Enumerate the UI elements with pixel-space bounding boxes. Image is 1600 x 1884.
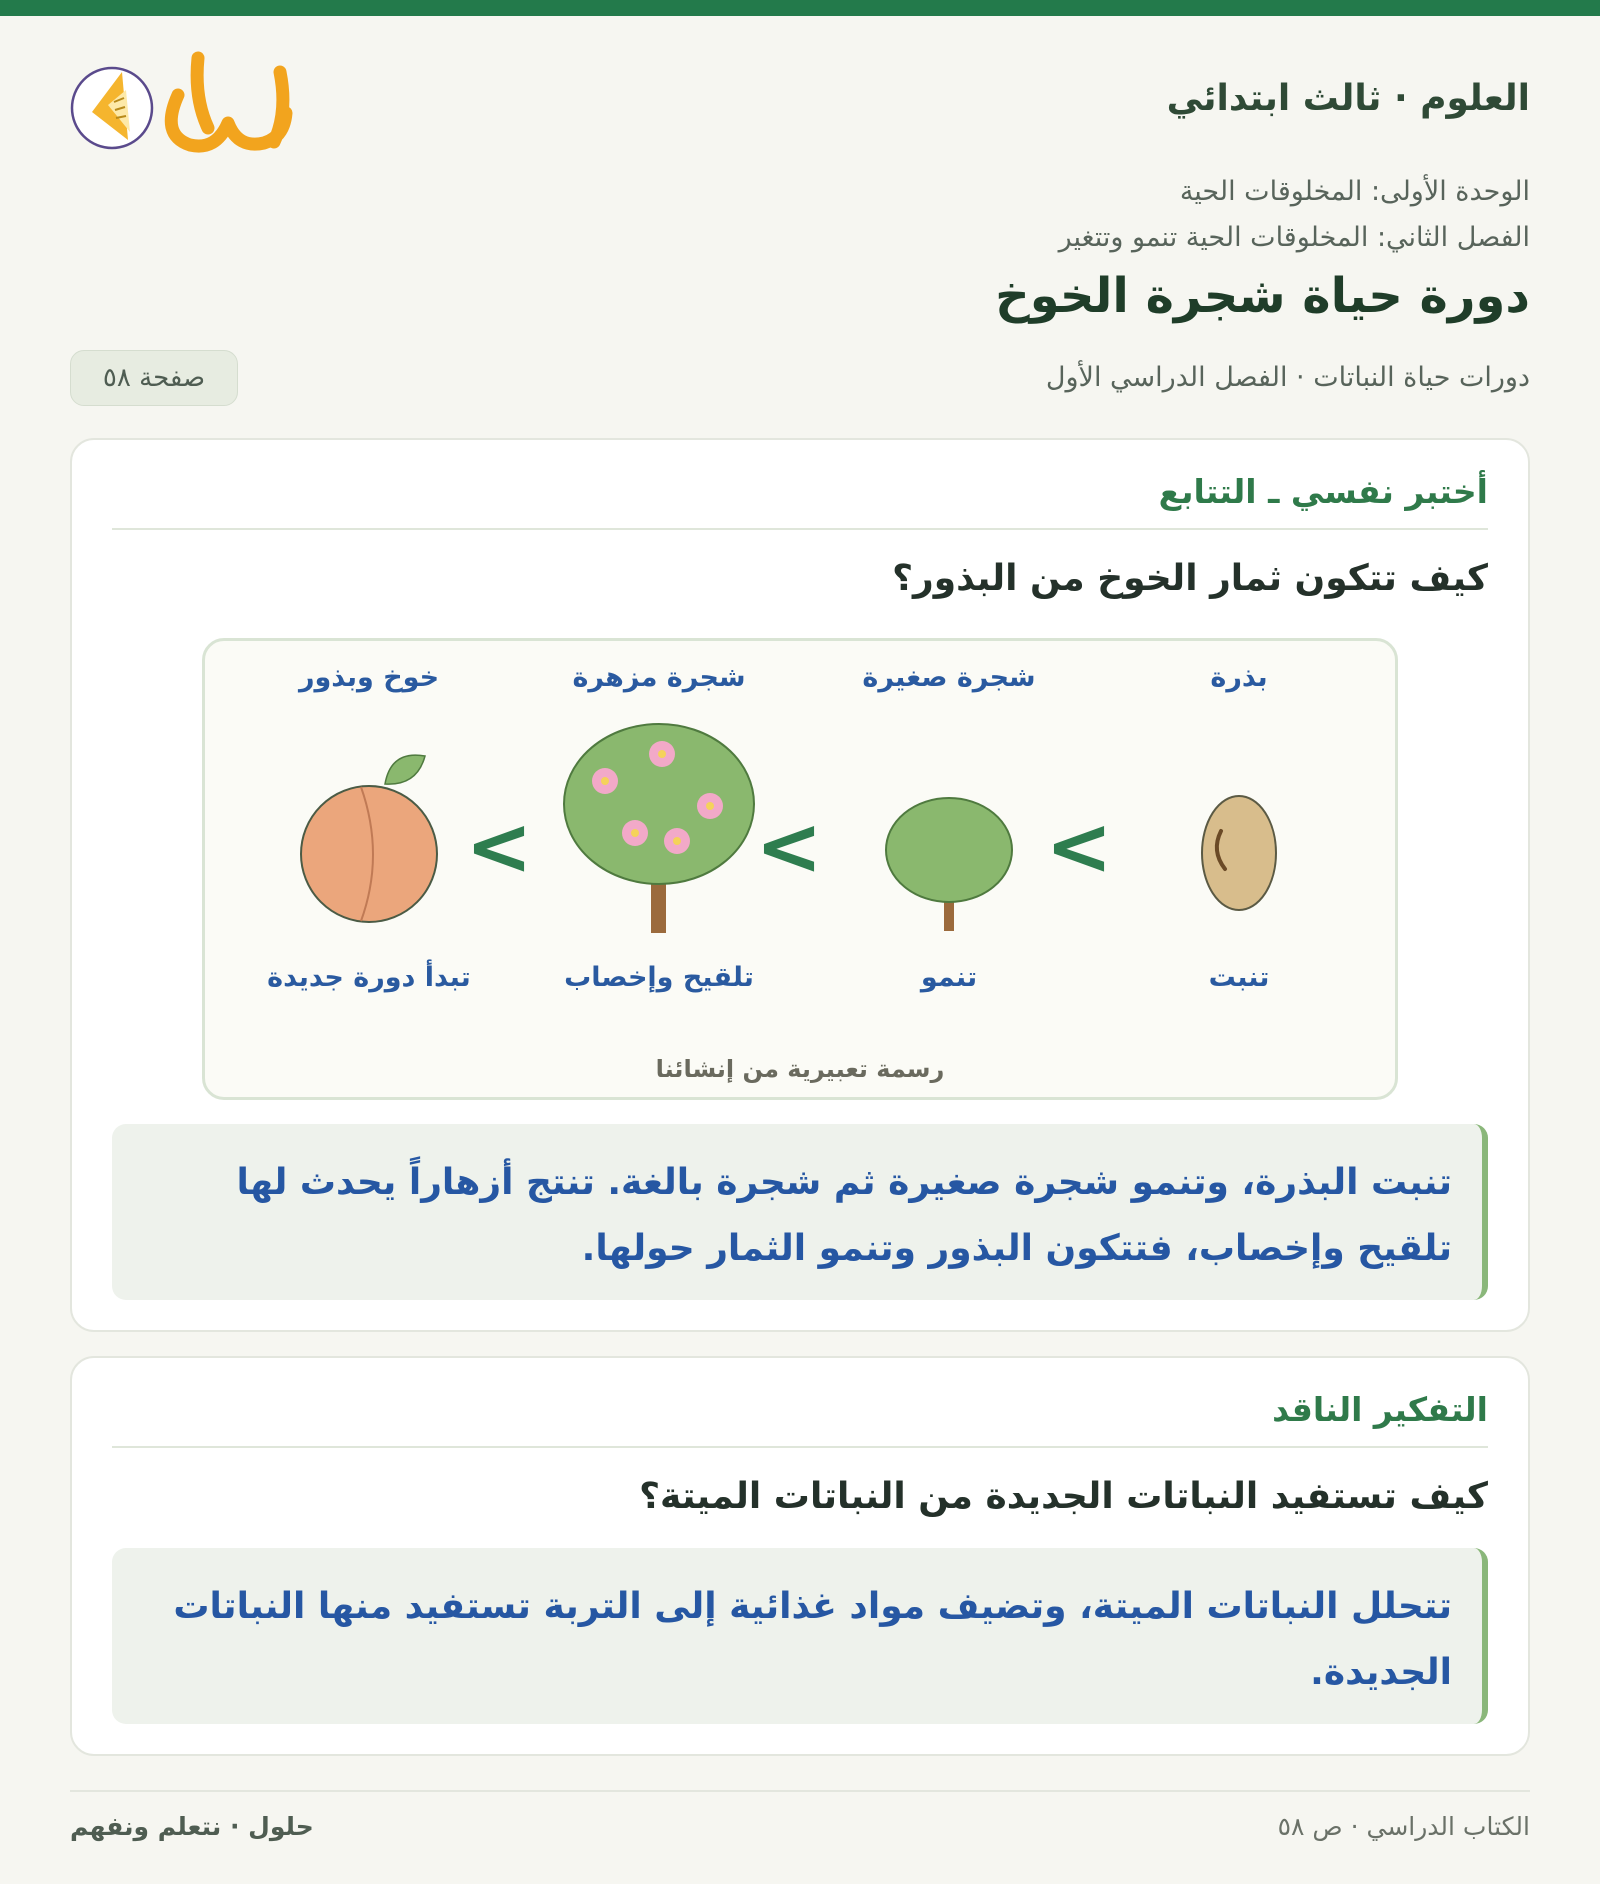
top-accent-bar bbox=[0, 0, 1600, 16]
brand-logo[interactable] bbox=[70, 50, 330, 160]
section-heading bbox=[112, 1384, 1488, 1448]
page-title: دورة حياة شجرة الخوخ bbox=[995, 268, 1530, 324]
life-cycle-illustration bbox=[205, 641, 1395, 1097]
unit-title: الوحدة الأولى: المخلوقات الحية bbox=[1179, 176, 1530, 207]
answer-box: تنبت البذرة، وتنمو شجرة صغيرة ثم شجرة بالغة. تنتج أزهاراً يحدث لها تلقيح وإخصاب، فتتكون البذور وتنمو الثمار حولها. bbox=[112, 1124, 1488, 1300]
page-header bbox=[70, 50, 1530, 410]
life-cycle-diagram bbox=[202, 638, 1398, 1100]
seed-icon bbox=[1202, 796, 1276, 910]
section-heading bbox=[112, 466, 1488, 530]
answer-box: تتحلل النباتات الميتة، وتضيف مواد غذائية إلى التربة تستفيد منها النباتات الجديدة. bbox=[112, 1548, 1488, 1724]
young-tree-icon bbox=[886, 798, 1012, 931]
sequence-arrow-2: < bbox=[755, 800, 823, 893]
stage-title-peach: خوخ وبذور bbox=[298, 662, 440, 693]
stage-title-flowering-tree: شجرة مزهرة bbox=[572, 662, 746, 693]
stage-title-seed: بذرة bbox=[1210, 662, 1268, 693]
section-heading-text: أختبر نفسي ـ التتابع bbox=[1158, 472, 1488, 511]
stage-action-grow: تنمو bbox=[920, 962, 978, 993]
stage-action-sprout: تنبت bbox=[1208, 962, 1270, 993]
critical-thinking-card bbox=[70, 1356, 1530, 1756]
sequence-arrow-3: < bbox=[465, 800, 533, 893]
self-test-card bbox=[70, 438, 1530, 1332]
footer-brand-tagline[interactable]: حلول · نتعلم ونفهم bbox=[70, 1812, 314, 1841]
footer-divider bbox=[70, 1790, 1530, 1792]
logo-mark bbox=[70, 50, 330, 160]
stage-action-pollination: تلقيح وإخصاب bbox=[564, 962, 754, 993]
lesson-meta: دورات حياة النباتات · الفصل الدراسي الأول bbox=[1045, 362, 1530, 393]
chapter-title: الفصل الثاني: المخلوقات الحية تنمو وتتغير bbox=[1058, 222, 1530, 253]
stage-title-young-tree: شجرة صغيرة bbox=[862, 662, 1036, 693]
stage-action-new-cycle: تبدأ دورة جديدة bbox=[267, 962, 471, 993]
sequence-arrow-1: < bbox=[1045, 800, 1113, 893]
footer-book-reference: الكتاب الدراسي · ص ٥٨ bbox=[1277, 1812, 1530, 1841]
peach-icon bbox=[301, 755, 437, 922]
question-text: كيف تستفيد النباتات الجديدة من النباتات الميتة؟ bbox=[639, 1476, 1488, 1517]
question-text: كيف تتكون ثمار الخوخ من البذور؟ bbox=[892, 558, 1488, 599]
diagram-caption: رسمة تعبيرية من إنشائنا bbox=[655, 1055, 945, 1083]
page-number-badge: صفحة ٥٨ bbox=[70, 350, 238, 406]
subject-grade: العلوم · ثالث ابتدائي bbox=[1166, 78, 1530, 119]
section-heading-text: التفكير الناقد bbox=[1272, 1390, 1488, 1429]
flowering-tree-icon bbox=[564, 724, 754, 933]
